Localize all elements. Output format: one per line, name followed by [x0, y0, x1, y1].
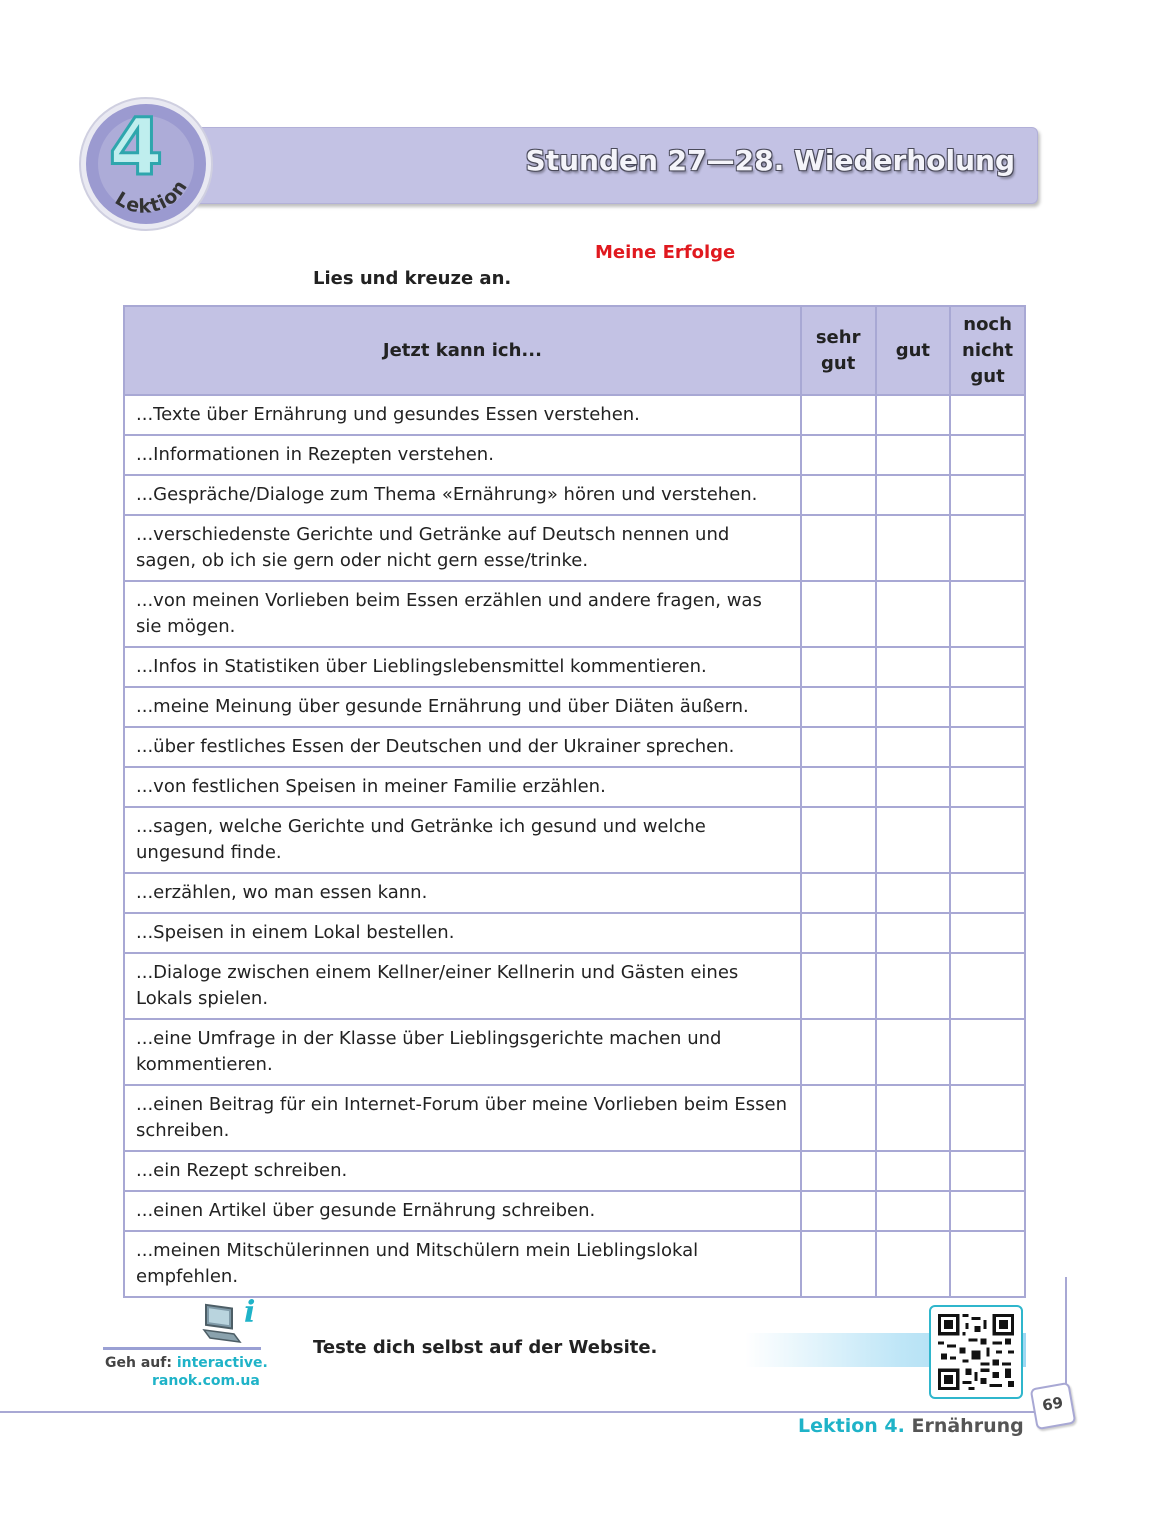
checkbox-cell-not-yet-good[interactable] [950, 1085, 1025, 1151]
skill-statement: ...Infos in Statistiken über Lieblingslebensmittel kommentieren. [124, 647, 801, 687]
checkbox-cell-good[interactable] [876, 1019, 951, 1085]
website-link-part2[interactable]: ranok.com.ua [152, 1373, 260, 1389]
table-row [124, 1151, 1025, 1191]
skill-statement: ...einen Beitrag für ein Internet-Forum über meine Vorlieben beim Essen schreiben. [124, 1085, 801, 1151]
checkbox-cell-not-yet-good[interactable] [950, 395, 1025, 435]
page-bottom-rule [0, 1411, 1035, 1413]
skill-statement: ...einen Artikel über gesunde Ernährung schreiben. [124, 1191, 801, 1231]
checkbox-cell-not-yet-good[interactable] [950, 913, 1025, 953]
skill-statement: ...Texte über Ernährung und gesundes Essen verstehen. [124, 395, 801, 435]
checkbox-cell-good[interactable] [876, 581, 951, 647]
self-test-text: Teste dich selbst auf der Website. [313, 1337, 658, 1358]
checkbox-cell-good[interactable] [876, 1231, 951, 1297]
checkbox-cell-not-yet-good[interactable] [950, 687, 1025, 727]
table-row [124, 727, 1025, 767]
table-row [124, 913, 1025, 953]
checkbox-cell-very-good[interactable] [801, 727, 876, 767]
running-footer [798, 1415, 1024, 1437]
checkbox-cell-not-yet-good[interactable] [950, 475, 1025, 515]
checkbox-cell-very-good[interactable] [801, 913, 876, 953]
skill-statement: ...von festlichen Speisen in meiner Familie erzählen. [124, 767, 801, 807]
lesson-badge-icon [74, 92, 214, 232]
checkbox-cell-good[interactable] [876, 647, 951, 687]
checkbox-cell-good[interactable] [876, 807, 951, 873]
checkbox-cell-very-good[interactable] [801, 395, 876, 435]
footer-lesson-topic: Ernährung [911, 1415, 1024, 1437]
checkbox-cell-good[interactable] [876, 913, 951, 953]
skill-statement: ...eine Umfrage in der Klasse über Lieblingsgerichte machen und kommentieren. [124, 1019, 801, 1085]
column-header-not-yet-good: noch nicht gut [950, 306, 1025, 395]
column-header-skill: Jetzt kann ich... [124, 306, 801, 395]
checkbox-cell-very-good[interactable] [801, 475, 876, 515]
checkbox-cell-very-good[interactable] [801, 687, 876, 727]
checkbox-cell-good[interactable] [876, 767, 951, 807]
website-hint [105, 1353, 268, 1373]
checkbox-cell-good[interactable] [876, 1191, 951, 1231]
checkbox-cell-very-good[interactable] [801, 1019, 876, 1085]
checkbox-cell-very-good[interactable] [801, 1151, 876, 1191]
table-row [124, 873, 1025, 913]
checkbox-cell-not-yet-good[interactable] [950, 727, 1025, 767]
checkbox-cell-not-yet-good[interactable] [950, 873, 1025, 913]
column-header-very-good: sehr gut [801, 306, 876, 395]
section-subtitle: Meine Erfolge [595, 242, 736, 263]
skill-statement: ...über festliches Essen der Deutschen und der Ukrainer sprechen. [124, 727, 801, 767]
skill-statement: ...meinen Mitschülerinnen und Mitschülern mein Lieblingslokal empfehlen. [124, 1231, 801, 1297]
page-number: 69 [1040, 1393, 1065, 1415]
checkbox-cell-very-good[interactable] [801, 515, 876, 581]
skill-statement: ...von meinen Vorlieben beim Essen erzählen und andere fragen, was sie mögen. [124, 581, 801, 647]
laptop-info-icon [200, 1296, 256, 1346]
skill-statement: ...verschiedenste Gerichte und Getränke auf Deutsch nennen und sagen, ob ich sie gern oder nicht gern esse/trinke. [124, 515, 801, 581]
footer-divider [103, 1347, 261, 1350]
table-row [124, 767, 1025, 807]
checkbox-cell-not-yet-good[interactable] [950, 767, 1025, 807]
table-row [124, 687, 1025, 727]
checkbox-cell-very-good[interactable] [801, 1085, 876, 1151]
badge-number: 4 [108, 103, 164, 193]
qr-code[interactable] [929, 1305, 1023, 1399]
checkbox-cell-not-yet-good[interactable] [950, 1231, 1025, 1297]
checkbox-cell-very-good[interactable] [801, 1191, 876, 1231]
table-row [124, 1085, 1025, 1151]
footer-lesson-label: Lektion 4. [798, 1415, 905, 1437]
checkbox-cell-very-good[interactable] [801, 953, 876, 1019]
checkbox-cell-very-good[interactable] [801, 807, 876, 873]
checkbox-cell-not-yet-good[interactable] [950, 647, 1025, 687]
table-header-row [124, 306, 1025, 395]
instruction-text: Lies und kreuze an. [313, 268, 512, 289]
checkbox-cell-very-good[interactable] [801, 873, 876, 913]
checkbox-cell-good[interactable] [876, 1151, 951, 1191]
checkbox-cell-not-yet-good[interactable] [950, 435, 1025, 475]
qr-code-icon [938, 1314, 1014, 1390]
skill-statement: ...erzählen, wo man essen kann. [124, 873, 801, 913]
table-row [124, 581, 1025, 647]
checkbox-cell-very-good[interactable] [801, 647, 876, 687]
svg-text:i: i [244, 1296, 256, 1330]
skill-statement: ...ein Rezept schreiben. [124, 1151, 801, 1191]
skill-statement: ...Dialoge zwischen einem Kellner/einer Kellnerin und Gästen eines Lokals spielen. [124, 953, 801, 1019]
table-row [124, 807, 1025, 873]
checkbox-cell-good[interactable] [876, 475, 951, 515]
checkbox-cell-not-yet-good[interactable] [950, 515, 1025, 581]
checkbox-cell-good[interactable] [876, 687, 951, 727]
goto-label: Geh auf: [105, 1355, 172, 1371]
checkbox-cell-not-yet-good[interactable] [950, 953, 1025, 1019]
table-row [124, 1191, 1025, 1231]
checkbox-cell-good[interactable] [876, 727, 951, 767]
skill-statement: ...meine Meinung über gesunde Ernährung und über Diäten äußern. [124, 687, 801, 727]
table-row [124, 435, 1025, 475]
skill-statement: ...Speisen in einem Lokal bestellen. [124, 913, 801, 953]
checkbox-cell-good[interactable] [876, 515, 951, 581]
checkbox-cell-good[interactable] [876, 395, 951, 435]
table-row [124, 475, 1025, 515]
checkbox-cell-good[interactable] [876, 873, 951, 913]
checkbox-cell-not-yet-good[interactable] [950, 1191, 1025, 1231]
lesson-title: Stunden 27—28. Wiederholung [525, 144, 1015, 177]
table-row [124, 953, 1025, 1019]
website-link-part1[interactable]: interactive. [176, 1355, 268, 1371]
checkbox-cell-very-good[interactable] [801, 1231, 876, 1297]
skill-statement: ...sagen, welche Gerichte und Getränke ich gesund und welche ungesund finde. [124, 807, 801, 873]
checkbox-cell-good[interactable] [876, 1085, 951, 1151]
checkbox-cell-very-good[interactable] [801, 767, 876, 807]
checkbox-cell-good[interactable] [876, 953, 951, 1019]
checkbox-cell-not-yet-good[interactable] [950, 1151, 1025, 1191]
checkbox-cell-not-yet-good[interactable] [950, 581, 1025, 647]
table-row [124, 515, 1025, 581]
checkbox-cell-good[interactable] [876, 435, 951, 475]
table-row [124, 647, 1025, 687]
table-row [124, 395, 1025, 435]
badge-word: Lektion [111, 175, 193, 218]
skill-statement: ...Gespräche/Dialoge zum Thema «Ernährung» hören und verstehen. [124, 475, 801, 515]
table-row [124, 1019, 1025, 1085]
lesson-header-bar [170, 127, 1038, 204]
column-header-good: gut [876, 306, 951, 395]
self-assessment-table [123, 305, 1026, 1298]
checkbox-cell-not-yet-good[interactable] [950, 807, 1025, 873]
checkbox-cell-very-good[interactable] [801, 435, 876, 475]
page-number-box [1030, 1382, 1077, 1430]
checkbox-cell-very-good[interactable] [801, 581, 876, 647]
skill-statement: ...Informationen in Rezepten verstehen. [124, 435, 801, 475]
table-row [124, 1231, 1025, 1297]
checkbox-cell-not-yet-good[interactable] [950, 1019, 1025, 1085]
